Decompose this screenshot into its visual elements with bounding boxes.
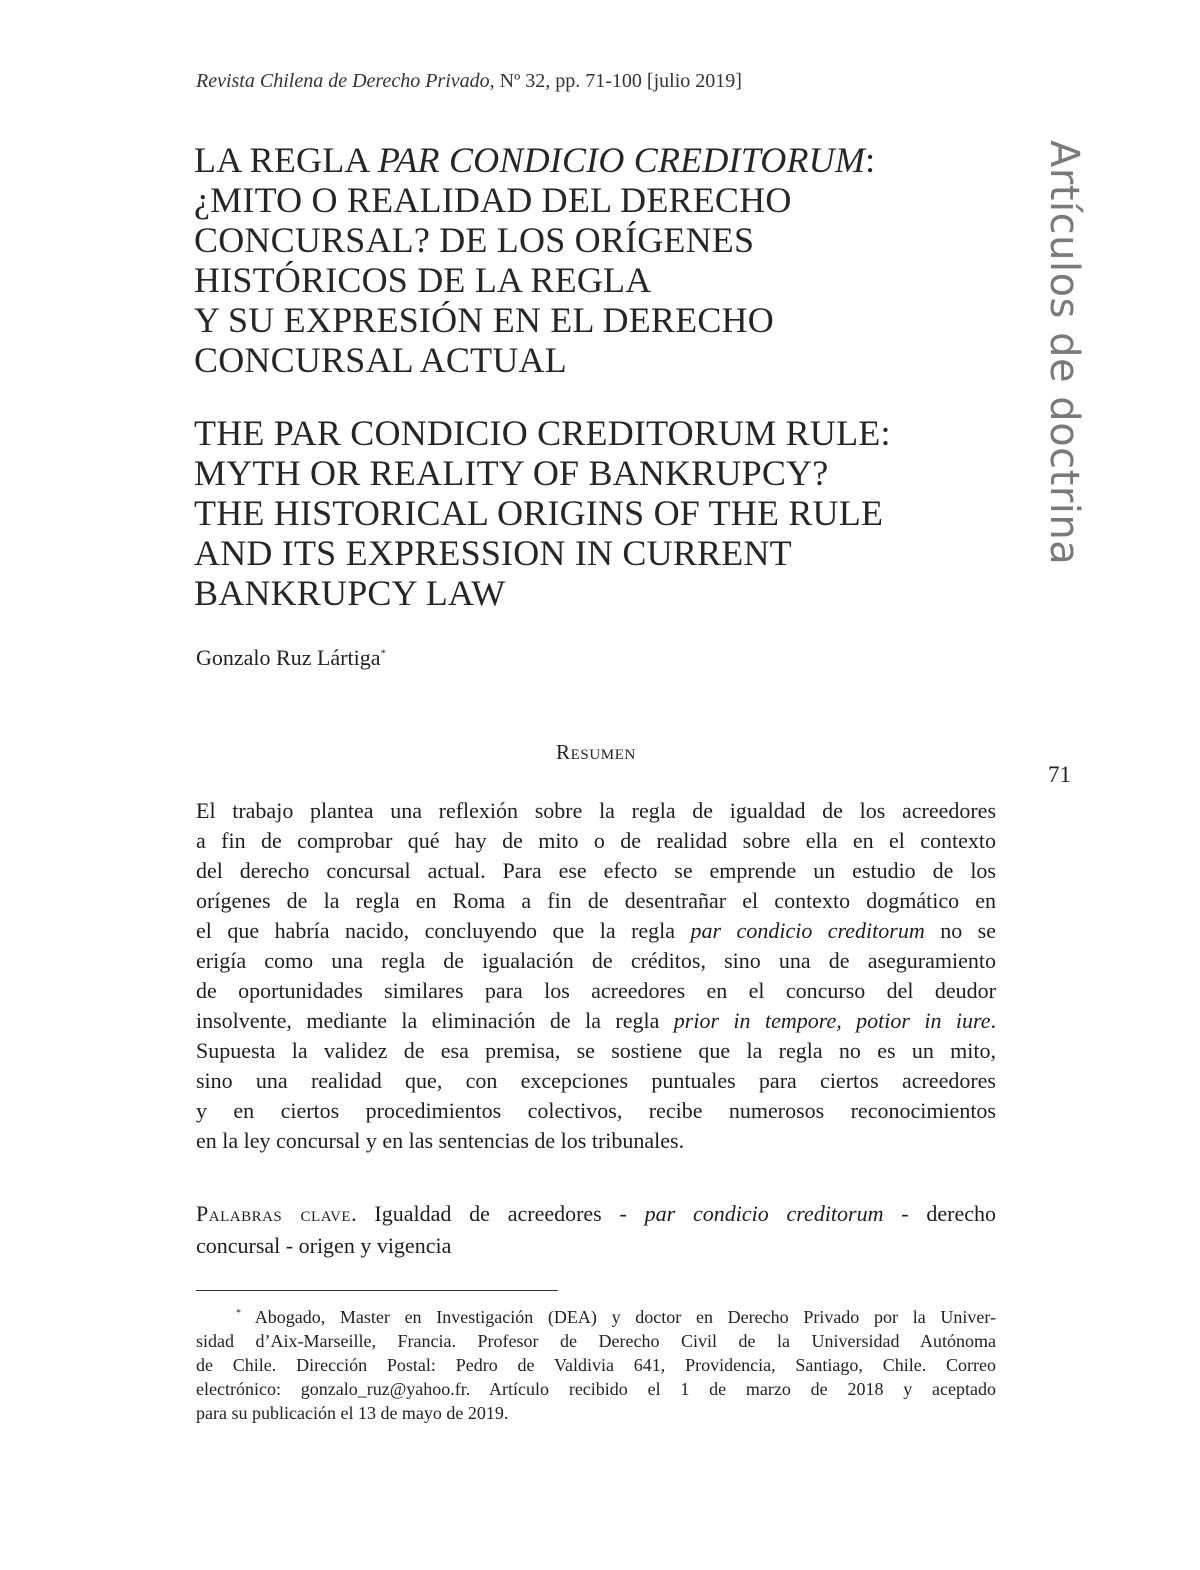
- title-es-latin-phrase: PAR CONDICIO CREDITORUM: [377, 140, 866, 180]
- abstract-line: [196, 916, 996, 946]
- abstract-line: sino una realidad que, con excepciones puntuales para ciertos acreedores: [196, 1068, 996, 1093]
- journal-name: Revista Chilena de Derecho Privado: [196, 70, 490, 92]
- title-es-colon: :: [865, 140, 876, 180]
- title-es-line-4: HISTÓRICOS DE LA REGLA: [194, 260, 652, 300]
- abstract-line: del derecho concursal actual. Para ese efecto se emprende un estudio de los: [196, 858, 996, 883]
- title-es-line-2: ¿MITO O REALIDAD DEL DERECHO: [194, 180, 792, 220]
- footnote-text: Abogado, Master en Investigación (DEA) y doctor en Derecho Privado por la Univer-: [241, 1307, 996, 1327]
- abstract-line: orígenes de la regla en Roma a fin de desentrañar el contexto dogmático en: [196, 888, 996, 913]
- abstract-line: [196, 1006, 996, 1036]
- title-en-line-4: AND ITS EXPRESSION IN CURRENT: [194, 533, 792, 573]
- title-english: [194, 413, 994, 613]
- author-footnote-mark: *: [380, 647, 386, 660]
- footnote-line: sidad d’Aix-Marseille, Francia. Profesor de Derecho Civil de la Universidad Autónoma: [196, 1331, 996, 1351]
- abstract-text: .: [990, 1008, 996, 1033]
- title-es-line-1: [194, 140, 994, 180]
- keywords-line-1: [196, 1198, 996, 1230]
- title-en-line-5: BANKRUPCY LAW: [194, 573, 506, 613]
- footnote-line: electrónico: gonzalo_ruz@yahoo.fr. Artículo recibido el 1 de marzo de 2018 y aceptado: [196, 1379, 996, 1399]
- abstract-line: a fin de comprobar qué hay de mito o de realidad sobre ella en el contexto: [196, 828, 996, 853]
- footnote-line: de Chile. Dirección Postal: Pedro de Valdivia 641, Providencia, Santiago, Chile. Correo: [196, 1355, 996, 1375]
- keywords-separator: .: [351, 1201, 375, 1226]
- abstract-line: erigía como una regla de igualación de créditos, sino una de aseguramiento: [196, 948, 996, 973]
- title-es-line-3: CONCURSAL? DE LOS ORÍGENES: [194, 220, 755, 260]
- abstract-text: insolvente, mediante la eliminación de la regla: [196, 1008, 674, 1033]
- abstract-latin-phrase: prior in tempore, potior in iure: [673, 1008, 991, 1033]
- keywords-line-2: concursal - origen y vigencia: [196, 1233, 452, 1258]
- abstract-text: el que habría nacido, concluyendo que la regla: [196, 918, 691, 943]
- keyword-text: - derecho: [883, 1201, 997, 1226]
- abstract-latin-phrase: par condicio creditorum: [690, 918, 925, 943]
- title-es-line-5: Y SU EXPRESIÓN EN EL DERECHO: [194, 300, 774, 340]
- footnote-line: para su publicación el 13 de mayo de 2019.: [196, 1403, 509, 1423]
- author-name: Gonzalo Ruz Lártiga: [196, 645, 381, 670]
- abstract-heading: Resumen: [556, 740, 636, 764]
- keyword-text: Igualdad de acreedores -: [374, 1201, 645, 1226]
- abstract-line: Supuesta la validez de esa premisa, se sostiene que la regla no es un mito,: [196, 1038, 996, 1063]
- abstract-line: de oportunidades similares para los acreedores en el concurso del deudor: [196, 978, 996, 1003]
- keywords: [196, 1198, 996, 1262]
- keywords-label: Palabras clave: [196, 1201, 352, 1226]
- issue-info: , Nº 32, pp. 71-100 [julio 2019]: [489, 70, 742, 92]
- title-en-line-2: MYTH OR REALITY OF BANKRUPCY?: [194, 453, 829, 493]
- title-en-line-3: THE HISTORICAL ORIGINS OF THE RULE: [194, 493, 884, 533]
- abstract-text: no se: [924, 918, 996, 943]
- section-tab: [1038, 140, 1090, 566]
- running-header: [196, 70, 742, 93]
- keyword-latin-phrase: par condicio creditorum: [644, 1201, 884, 1226]
- footnote-line: [196, 1302, 996, 1329]
- section-tab-label: Artículos de doctrina: [1041, 140, 1087, 566]
- title-es-line-6: CONCURSAL ACTUAL: [194, 340, 567, 380]
- abstract-line: en la ley concursal y en las sentencias de los tribunales.: [196, 1128, 685, 1153]
- abstract-line: y en ciertos procedimientos colectivos, recibe numerosos reconocimientos: [196, 1098, 996, 1123]
- title-es-text: LA REGLA: [194, 140, 378, 180]
- footnote-mark: *: [236, 1308, 241, 1319]
- abstract-line: El trabajo plantea una reflexión sobre la regla de igualdad de los acreedores: [196, 798, 996, 823]
- title-spanish: [194, 140, 994, 380]
- footnote: [196, 1302, 996, 1425]
- author-line: [196, 645, 386, 671]
- title-en-line-1: THE PAR CONDICIO CREDITORUM RULE:: [194, 413, 891, 453]
- footnote-divider: [196, 1290, 558, 1291]
- page-number: 71: [1048, 762, 1071, 787]
- abstract-body: [196, 796, 996, 1156]
